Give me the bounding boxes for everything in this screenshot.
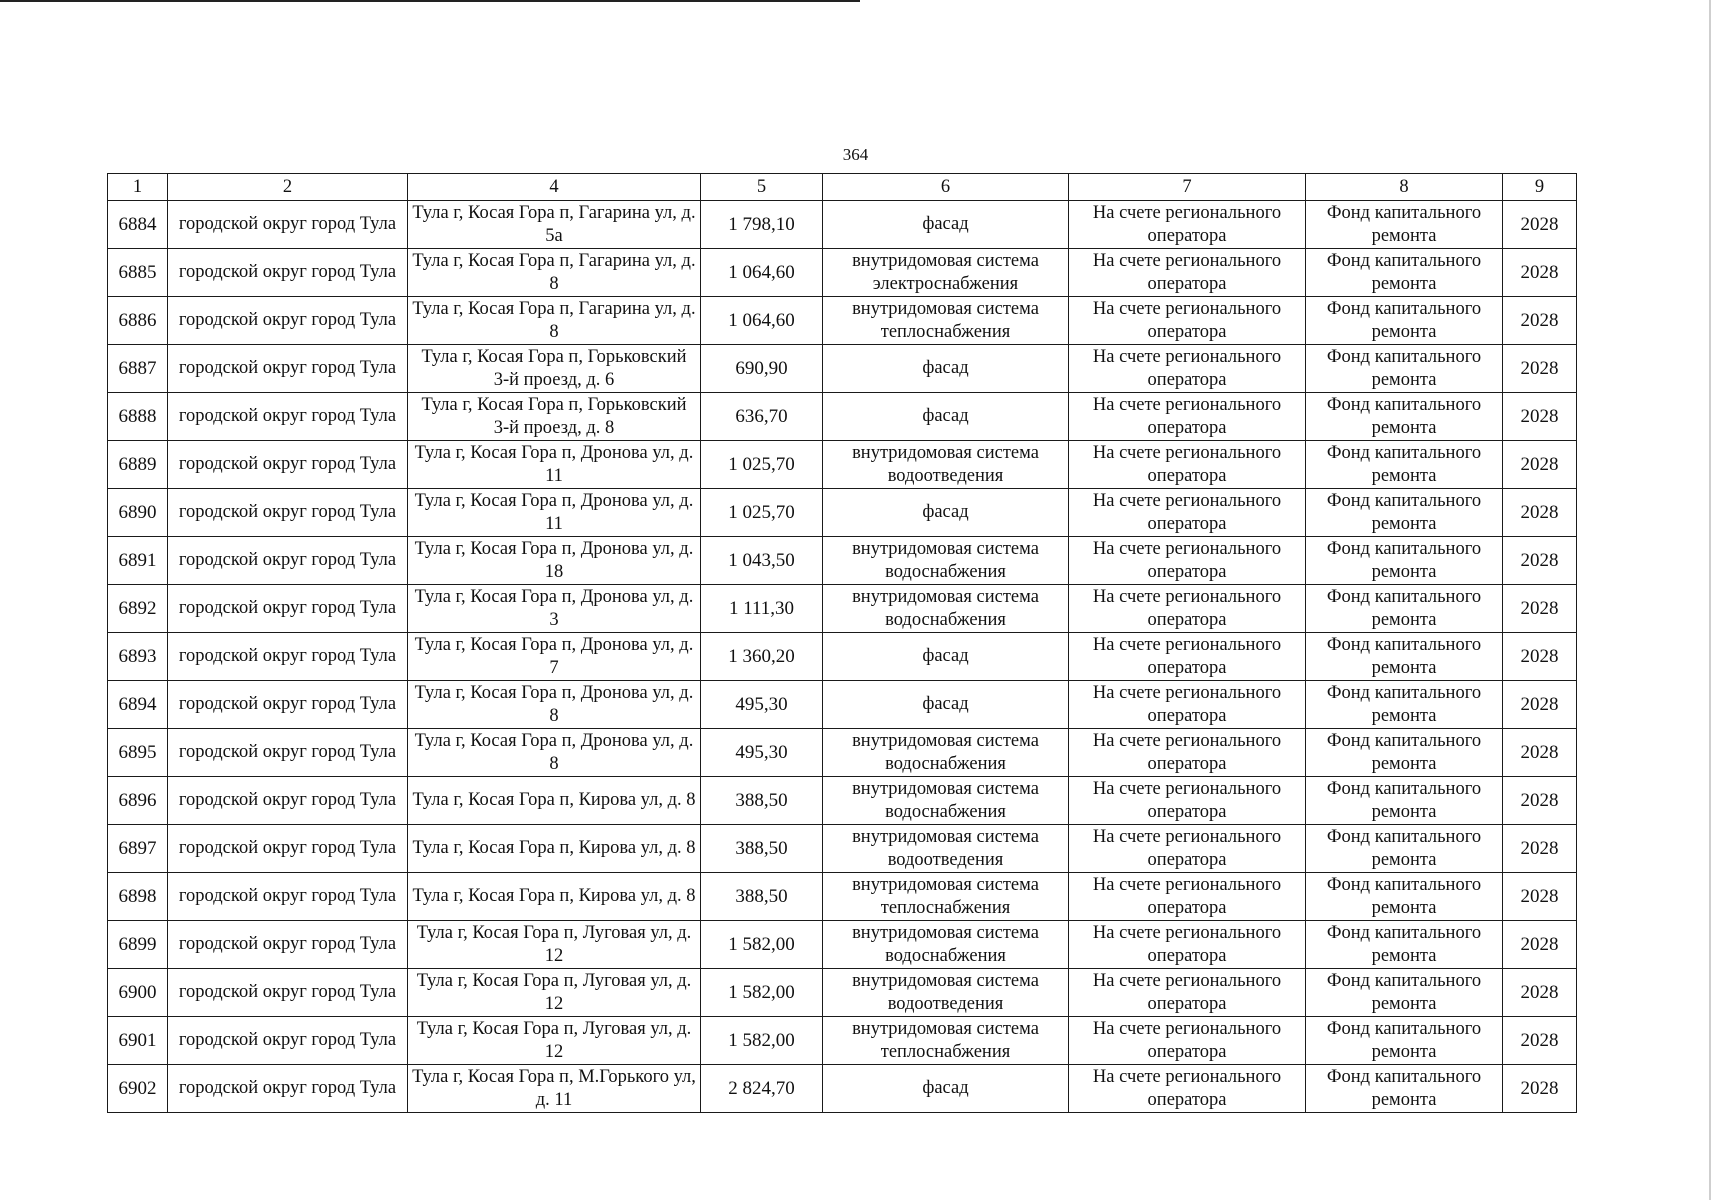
address-cell: Тула г, Косая Гора п, М.Горького ул, д. 11: [408, 1065, 701, 1113]
table-row: [108, 873, 1577, 921]
table-row: [108, 681, 1577, 729]
address-cell: Тула г, Косая Гора п, Гагарина ул, д. 8: [408, 249, 701, 297]
row-number-cell: 6890: [108, 489, 168, 537]
header-row: [108, 174, 1577, 201]
work-type-cell: внутридомовая система водоснабжения: [823, 585, 1069, 633]
area-cell: 495,30: [701, 729, 823, 777]
row-number-cell: 6887: [108, 345, 168, 393]
funding-source-cell: Фонд капитального ремонта: [1306, 201, 1503, 249]
funding-source-cell: Фонд капитального ремонта: [1306, 729, 1503, 777]
area-cell: 1 111,30: [701, 585, 823, 633]
municipality-cell: городской округ город Тула: [168, 1017, 408, 1065]
row-number-cell: 6899: [108, 921, 168, 969]
address-cell: Тула г, Косая Гора п, Горьковский 3-й проезд, д. 8: [408, 393, 701, 441]
municipality-cell: городской округ город Тула: [168, 873, 408, 921]
address-cell: Тула г, Косая Гора п, Дронова ул, д. 18: [408, 537, 701, 585]
address-cell: Тула г, Косая Гора п, Кирова ул, д. 8: [408, 825, 701, 873]
year-cell: 2028: [1503, 201, 1577, 249]
account-cell: На счете регионального оператора: [1069, 969, 1306, 1017]
table-row: [108, 1017, 1577, 1065]
area-cell: 1 582,00: [701, 969, 823, 1017]
table-row: [108, 729, 1577, 777]
work-type-cell: внутридомовая система водоснабжения: [823, 921, 1069, 969]
work-type-cell: внутридомовая система водоснабжения: [823, 729, 1069, 777]
work-type-cell: фасад: [823, 345, 1069, 393]
address-cell: Тула г, Косая Гора п, Кирова ул, д. 8: [408, 873, 701, 921]
address-cell: Тула г, Косая Гора п, Гагарина ул, д. 8: [408, 297, 701, 345]
year-cell: 2028: [1503, 633, 1577, 681]
year-cell: 2028: [1503, 921, 1577, 969]
account-cell: На счете регионального оператора: [1069, 537, 1306, 585]
funding-source-cell: Фонд капитального ремонта: [1306, 585, 1503, 633]
table-row: [108, 441, 1577, 489]
account-cell: На счете регионального оператора: [1069, 201, 1306, 249]
municipality-cell: городской округ город Тула: [168, 393, 408, 441]
work-type-cell: фасад: [823, 1065, 1069, 1113]
work-type-cell: внутридомовая система теплоснабжения: [823, 873, 1069, 921]
address-cell: Тула г, Косая Гора п, Горьковский 3-й проезд, д. 6: [408, 345, 701, 393]
row-number-cell: 6892: [108, 585, 168, 633]
year-cell: 2028: [1503, 681, 1577, 729]
row-number-cell: 6895: [108, 729, 168, 777]
row-number-cell: 6898: [108, 873, 168, 921]
municipality-cell: городской округ город Тула: [168, 825, 408, 873]
table-row: [108, 297, 1577, 345]
area-cell: 1 582,00: [701, 1017, 823, 1065]
column-header: 9: [1503, 174, 1577, 201]
work-type-cell: внутридомовая система водоотведения: [823, 441, 1069, 489]
work-type-cell: внутридомовая система электроснабжения: [823, 249, 1069, 297]
municipality-cell: городской округ город Тула: [168, 585, 408, 633]
funding-source-cell: Фонд капитального ремонта: [1306, 873, 1503, 921]
funding-source-cell: Фонд капитального ремонта: [1306, 1065, 1503, 1113]
year-cell: 2028: [1503, 489, 1577, 537]
work-type-cell: внутридомовая система водоснабжения: [823, 537, 1069, 585]
work-type-cell: фасад: [823, 489, 1069, 537]
funding-source-cell: Фонд капитального ремонта: [1306, 1017, 1503, 1065]
address-cell: Тула г, Косая Гора п, Луговая ул, д. 12: [408, 921, 701, 969]
funding-source-cell: Фонд капитального ремонта: [1306, 393, 1503, 441]
table-row: [108, 633, 1577, 681]
account-cell: На счете регионального оператора: [1069, 441, 1306, 489]
account-cell: На счете регионального оператора: [1069, 1017, 1306, 1065]
area-cell: 1 025,70: [701, 489, 823, 537]
column-header: 2: [168, 174, 408, 201]
table-row: [108, 969, 1577, 1017]
account-cell: На счете регионального оператора: [1069, 873, 1306, 921]
area-cell: 495,30: [701, 681, 823, 729]
work-type-cell: фасад: [823, 681, 1069, 729]
address-cell: Тула г, Косая Гора п, Гагарина ул, д. 5а: [408, 201, 701, 249]
column-header: 4: [408, 174, 701, 201]
year-cell: 2028: [1503, 873, 1577, 921]
account-cell: На счете регионального оператора: [1069, 633, 1306, 681]
funding-source-cell: Фонд капитального ремонта: [1306, 777, 1503, 825]
row-number-cell: 6901: [108, 1017, 168, 1065]
table-row: [108, 537, 1577, 585]
municipality-cell: городской округ город Тула: [168, 297, 408, 345]
table-row: [108, 777, 1577, 825]
work-type-cell: внутридомовая система водоотведения: [823, 825, 1069, 873]
area-cell: 1 360,20: [701, 633, 823, 681]
account-cell: На счете регионального оператора: [1069, 825, 1306, 873]
address-cell: Тула г, Косая Гора п, Дронова ул, д. 11: [408, 489, 701, 537]
area-cell: 1 025,70: [701, 441, 823, 489]
address-cell: Тула г, Косая Гора п, Кирова ул, д. 8: [408, 777, 701, 825]
area-cell: 636,70: [701, 393, 823, 441]
table-row: [108, 585, 1577, 633]
work-type-cell: фасад: [823, 633, 1069, 681]
row-number-cell: 6894: [108, 681, 168, 729]
funding-source-cell: Фонд капитального ремонта: [1306, 633, 1503, 681]
municipality-cell: городской округ город Тула: [168, 729, 408, 777]
area-cell: 1 798,10: [701, 201, 823, 249]
year-cell: 2028: [1503, 1017, 1577, 1065]
account-cell: На счете регионального оператора: [1069, 585, 1306, 633]
table-row: [108, 921, 1577, 969]
area-cell: 388,50: [701, 825, 823, 873]
address-cell: Тула г, Косая Гора п, Дронова ул, д. 11: [408, 441, 701, 489]
year-cell: 2028: [1503, 585, 1577, 633]
municipality-cell: городской округ город Тула: [168, 201, 408, 249]
area-cell: 1 043,50: [701, 537, 823, 585]
funding-source-cell: Фонд капитального ремонта: [1306, 249, 1503, 297]
year-cell: 2028: [1503, 1065, 1577, 1113]
row-number-cell: 6889: [108, 441, 168, 489]
year-cell: 2028: [1503, 729, 1577, 777]
row-number-cell: 6885: [108, 249, 168, 297]
work-type-cell: фасад: [823, 393, 1069, 441]
area-cell: 388,50: [701, 777, 823, 825]
funding-source-cell: Фонд капитального ремонта: [1306, 921, 1503, 969]
work-type-cell: внутридомовая система теплоснабжения: [823, 1017, 1069, 1065]
account-cell: На счете регионального оператора: [1069, 249, 1306, 297]
account-cell: На счете регионального оператора: [1069, 297, 1306, 345]
column-header: 1: [108, 174, 168, 201]
row-number-cell: 6891: [108, 537, 168, 585]
address-cell: Тула г, Косая Гора п, Дронова ул, д. 8: [408, 681, 701, 729]
area-cell: 388,50: [701, 873, 823, 921]
table-row: [108, 345, 1577, 393]
column-header: 5: [701, 174, 823, 201]
table-row: [108, 201, 1577, 249]
municipality-cell: городской округ город Тула: [168, 249, 408, 297]
year-cell: 2028: [1503, 249, 1577, 297]
table-row: [108, 825, 1577, 873]
table-row: [108, 249, 1577, 297]
address-cell: Тула г, Косая Гора п, Дронова ул, д. 7: [408, 633, 701, 681]
area-cell: 1 582,00: [701, 921, 823, 969]
work-type-cell: внутридомовая система водоотведения: [823, 969, 1069, 1017]
municipality-cell: городской округ город Тула: [168, 921, 408, 969]
account-cell: На счете регионального оператора: [1069, 345, 1306, 393]
column-header: 8: [1306, 174, 1503, 201]
municipality-cell: городской округ город Тула: [168, 1065, 408, 1113]
funding-source-cell: Фонд капитального ремонта: [1306, 297, 1503, 345]
municipality-cell: городской округ город Тула: [168, 777, 408, 825]
row-number-cell: 6900: [108, 969, 168, 1017]
municipality-cell: городской округ город Тула: [168, 537, 408, 585]
table-row: [108, 393, 1577, 441]
year-cell: 2028: [1503, 441, 1577, 489]
municipality-cell: городской округ город Тула: [168, 345, 408, 393]
row-number-cell: 6902: [108, 1065, 168, 1113]
scan-edge-top: [0, 0, 860, 2]
row-number-cell: 6896: [108, 777, 168, 825]
table-row: [108, 1065, 1577, 1113]
account-cell: На счете регионального оператора: [1069, 1065, 1306, 1113]
row-number-cell: 6897: [108, 825, 168, 873]
account-cell: На счете регионального оператора: [1069, 729, 1306, 777]
account-cell: На счете регионального оператора: [1069, 681, 1306, 729]
address-cell: Тула г, Косая Гора п, Дронова ул, д. 3: [408, 585, 701, 633]
year-cell: 2028: [1503, 777, 1577, 825]
area-cell: 690,90: [701, 345, 823, 393]
year-cell: 2028: [1503, 825, 1577, 873]
account-cell: На счете регионального оператора: [1069, 489, 1306, 537]
funding-source-cell: Фонд капитального ремонта: [1306, 345, 1503, 393]
funding-source-cell: Фонд капитального ремонта: [1306, 969, 1503, 1017]
municipality-cell: городской округ город Тула: [168, 441, 408, 489]
funding-source-cell: Фонд капитального ремонта: [1306, 537, 1503, 585]
municipality-cell: городской округ город Тула: [168, 633, 408, 681]
municipality-cell: городской округ город Тула: [168, 969, 408, 1017]
row-number-cell: 6888: [108, 393, 168, 441]
row-number-cell: 6886: [108, 297, 168, 345]
table-row: [108, 489, 1577, 537]
account-cell: На счете регионального оператора: [1069, 393, 1306, 441]
year-cell: 2028: [1503, 345, 1577, 393]
year-cell: 2028: [1503, 393, 1577, 441]
address-cell: Тула г, Косая Гора п, Луговая ул, д. 12: [408, 969, 701, 1017]
year-cell: 2028: [1503, 297, 1577, 345]
municipality-cell: городской округ город Тула: [168, 489, 408, 537]
area-cell: 1 064,60: [701, 249, 823, 297]
address-cell: Тула г, Косая Гора п, Луговая ул, д. 12: [408, 1017, 701, 1065]
row-number-cell: 6893: [108, 633, 168, 681]
account-cell: На счете регионального оператора: [1069, 777, 1306, 825]
page-number: 364: [842, 145, 869, 164]
funding-source-cell: Фонд капитального ремонта: [1306, 489, 1503, 537]
funding-source-cell: Фонд капитального ремонта: [1306, 681, 1503, 729]
registry-table: [107, 173, 1577, 1113]
table-body: [108, 201, 1577, 1113]
address-cell: Тула г, Косая Гора п, Дронова ул, д. 8: [408, 729, 701, 777]
area-cell: 1 064,60: [701, 297, 823, 345]
year-cell: 2028: [1503, 537, 1577, 585]
account-cell: На счете регионального оператора: [1069, 921, 1306, 969]
funding-source-cell: Фонд капитального ремонта: [1306, 825, 1503, 873]
funding-source-cell: Фонд капитального ремонта: [1306, 441, 1503, 489]
column-header: 7: [1069, 174, 1306, 201]
work-type-cell: внутридомовая система водоснабжения: [823, 777, 1069, 825]
work-type-cell: внутридомовая система теплоснабжения: [823, 297, 1069, 345]
year-cell: 2028: [1503, 969, 1577, 1017]
row-number-cell: 6884: [108, 201, 168, 249]
work-type-cell: фасад: [823, 201, 1069, 249]
municipality-cell: городской округ город Тула: [168, 681, 408, 729]
column-header: 6: [823, 174, 1069, 201]
area-cell: 2 824,70: [701, 1065, 823, 1113]
